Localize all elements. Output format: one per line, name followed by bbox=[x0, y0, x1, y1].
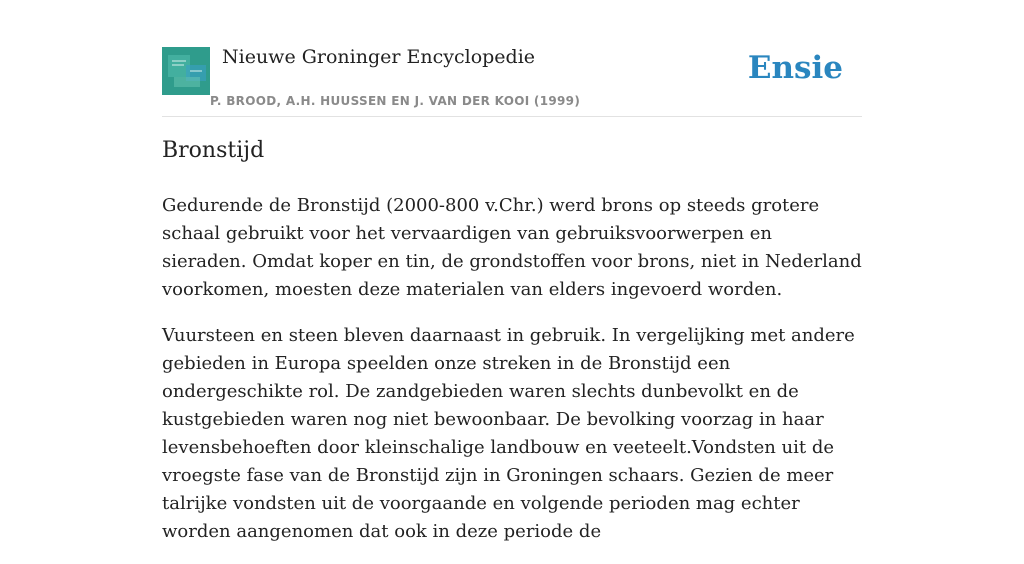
source-header bbox=[162, 40, 862, 117]
entry-title: Bronstijd bbox=[162, 138, 265, 163]
source-title[interactable]: Nieuwe Groninger Encyclopedie bbox=[222, 46, 536, 68]
paragraph: Gedurende de Bronstijd (2000-800 v.Chr.) werd brons op steeds grotere schaal gebruikt voor het vervaardigen van gebruiksvoorwerpen en sieraden. Omdat koper en tin, de grondstoffen voor brons, niet in Nederland voorkomen, moesten deze materialen van elders ingevoerd worden. bbox=[162, 195, 862, 300]
brand-logo[interactable]: Ensie bbox=[747, 50, 843, 86]
paragraph: Vuursteen en steen bleven daarnaast in gebruik. In vergelijking met andere gebieden in Europa speelden onze streken in de Bronstijd een ondergeschikte rol. De zandgebieden waren slechts dunbevolkt en de kustgebieden waren nog niet bewoonbaar. De bevolking voorzag in haar levensbehoeften door kleinschalige landbouw en veeteelt.Vondsten uit de vroegste fase van de Bronstijd zijn in Groningen schaars. Gezien de meer talrijke vondsten uit de voorgaande en volgende perioden mag echter worden aangenomen dat ook in deze periode de bbox=[162, 325, 855, 542]
book-cover-icon[interactable] bbox=[162, 47, 210, 95]
entry-body bbox=[162, 192, 862, 564]
source-authors: P. BROOD, A.H. HUUSSEN EN J. VAN DER KOOI (1999) bbox=[210, 94, 581, 108]
